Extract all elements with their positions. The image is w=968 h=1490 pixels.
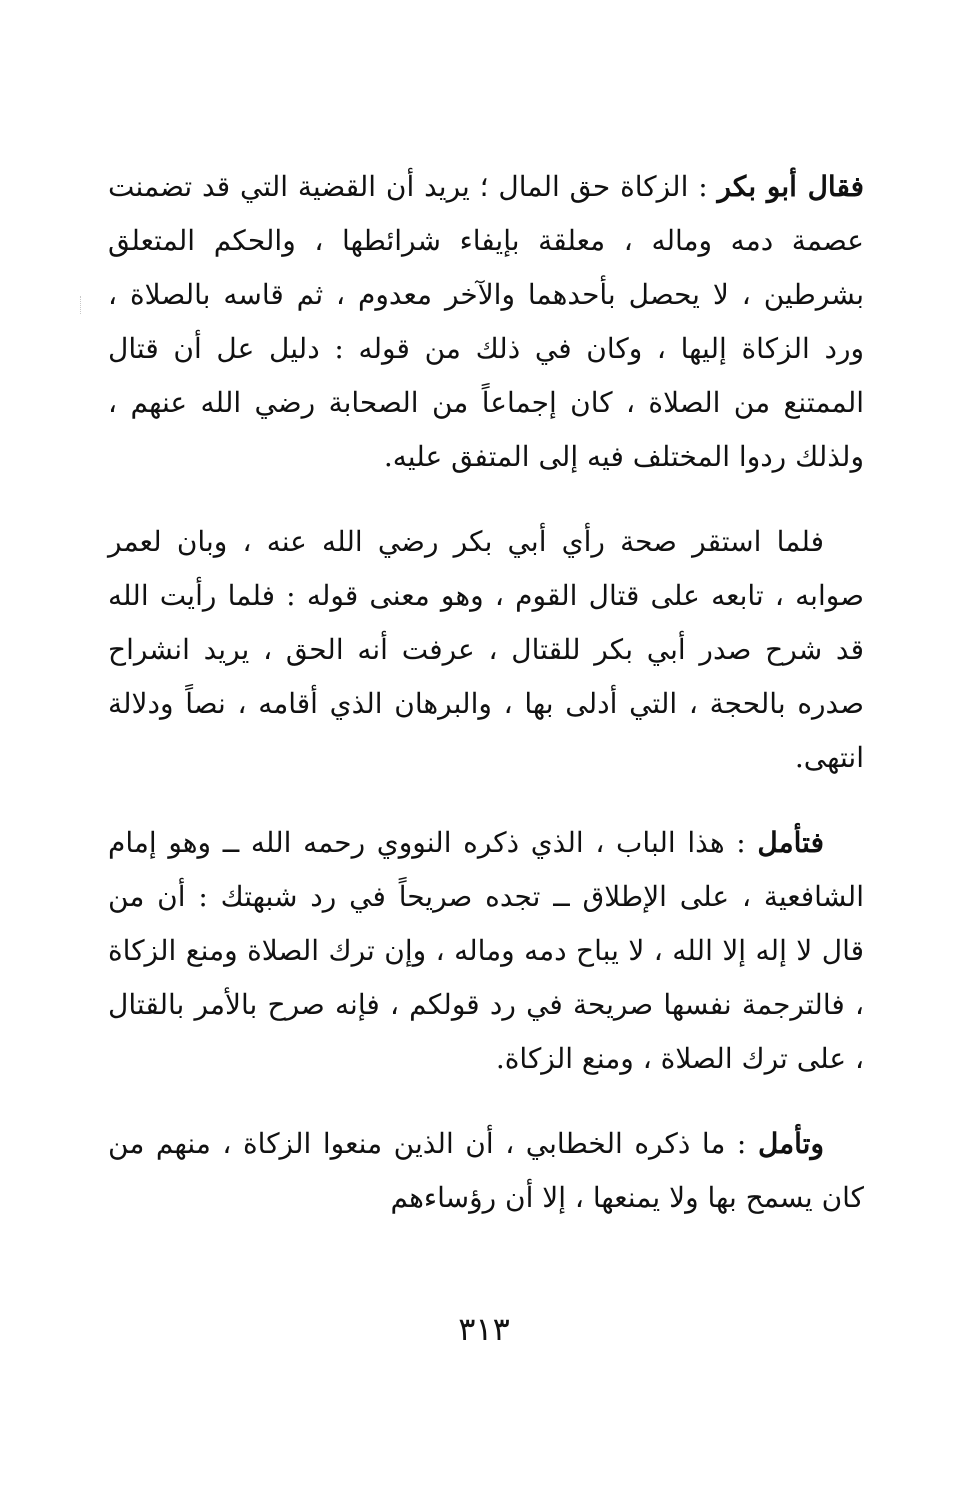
page-body <box>108 160 864 1225</box>
paragraph-3-text: : هذا الباب ، الذي ذكره النووي رحمه الله ــ وهو إمام الشافعية ، على الإطلاق ــ تجده صريحاً في رد شبهتك : أن من قال لا إله إلا الله ، لا يباح دمه وماله ، وإن ترك الصلاة ومنع الزكاة ، فالترجمة نفسها صريحة في رد قولكم ، فإنه صرح بالأمر بالقتال ، على ترك الصلاة ، ومنع الزكاة. <box>108 826 864 1075</box>
paragraph-4-lead: وتأمل <box>757 1127 824 1160</box>
paragraph-4 <box>108 1117 864 1225</box>
paragraph-3 <box>108 816 864 1086</box>
paragraph-1 <box>108 160 864 484</box>
paragraph-1-text: : الزكاة حق المال ؛ يريد أن القضية التي قد تضمنت عصمة دمه وماله ، معلقة بإيفاء شرائطها ، والحكم المتعلق بشرطين ، لا يحصل بأحدهما والآخر معدوم ، ثم قاسه بالصلاة ، ورد الزكاة إليها ، وكان في ذلك من قوله : دليل عل أن قتال الممتنع من الصلاة ، كان إجماعاً من الصحابة رضي الله عنهم ، ولذلك ردوا المختلف فيه إلى المتفق عليه. <box>108 170 865 473</box>
paragraph-2 <box>108 515 864 785</box>
margin-mark <box>80 296 95 314</box>
paragraph-3-lead: فتأمل <box>757 826 824 859</box>
paragraph-2-text: فلما استقر صحة رأي أبي بكر رضي الله عنه ، وبان لعمر صوابه ، تابعه على قتال القوم ، وهو معنى قوله : فلما رأيت الله قد شرح صدر أبي بكر للقتال ، عرفت أنه الحق ، يريد انشراح صدره بالحجة ، التي أدلى بها ، والبرهان الذي أقامه ، نصاً ودلالة انتهى. <box>108 525 864 774</box>
page-number: ٣١٣ <box>458 1310 510 1348</box>
paragraph-1-lead: فقال أبو بكر <box>717 170 864 203</box>
paragraph-4-text: : ما ذكره الخطابي ، أن الذين منعوا الزكاة ، منهم من كان يسمح بها ولا يمنعها ، إلا أن رؤساءهم <box>108 1127 864 1214</box>
